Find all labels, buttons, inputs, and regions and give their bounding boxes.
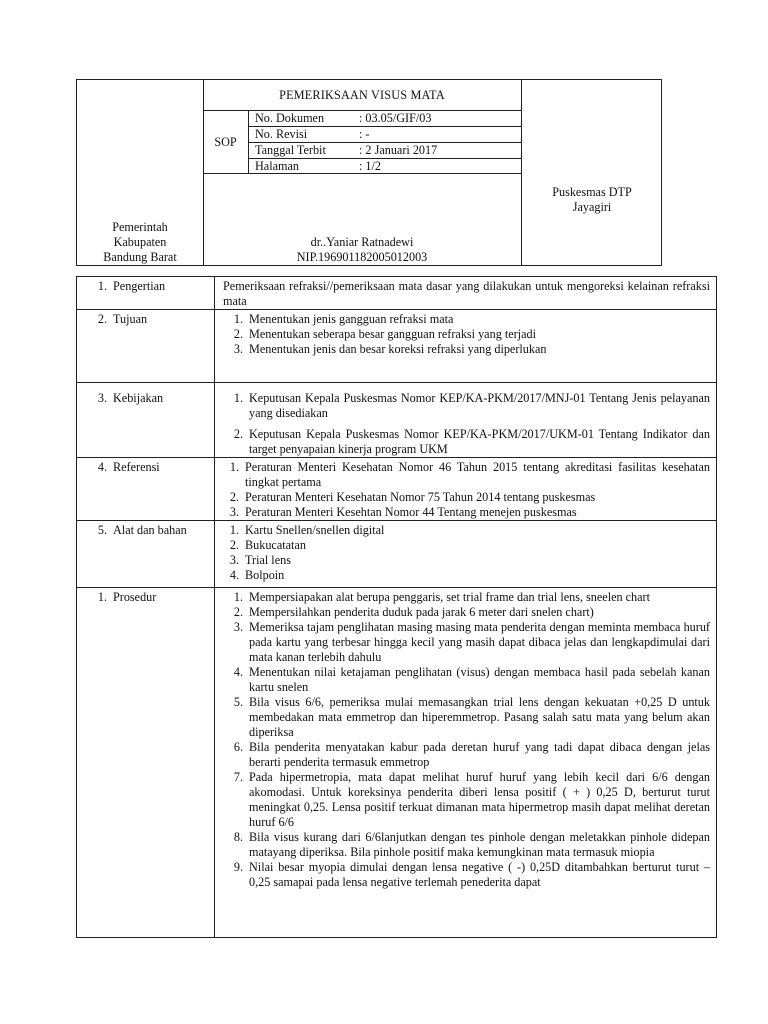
item-number: 2.	[233, 605, 243, 619]
meta-key: No. Revisi	[255, 127, 308, 141]
org-line: Pemerintah	[112, 220, 168, 234]
section-label: Alat dan bahan	[113, 523, 187, 537]
puskesmas-name	[522, 185, 662, 215]
table-row	[77, 458, 717, 521]
section-text: Pemeriksaan refraksi//pemeriksaan mata dasar yang dilakukan untuk mengoreksi kelainan refraksi mata	[223, 279, 710, 308]
item-number: 2.	[233, 427, 243, 441]
referensi-list	[215, 460, 716, 520]
list-item	[225, 327, 716, 342]
item-number: 1.	[229, 460, 239, 474]
list-item	[215, 665, 716, 695]
section-label-cell	[77, 310, 215, 383]
list-item	[215, 860, 716, 890]
list-item	[221, 568, 716, 583]
table-row	[77, 521, 717, 588]
meta-row	[249, 111, 521, 127]
item-number: 4.	[233, 665, 243, 679]
section-label-cell	[77, 277, 215, 310]
sop-header	[76, 79, 662, 266]
item-text: Menentukan nilai ketajaman penglihatan (visus) dengan membaca hasil pada sebelah kanan kartu snelen	[249, 665, 710, 694]
item-text: Bila visus kurang dari 6/6lanjutkan dengan tes pinhole dengan meletakkan pinhole didepan matayang diperiksa. Bila pinhole positif maka kemungkinan mata termasuk miopia	[249, 830, 710, 859]
section-label: Prosedur	[113, 590, 157, 604]
signer-nip: NIP.196901182005012003	[296, 250, 428, 264]
item-number: 1.	[233, 590, 243, 604]
org-cell	[77, 80, 204, 265]
item-text: Menentukan seberapa besar gangguan refraksi yang terjadi	[249, 327, 536, 341]
meta-value: : 1/2	[359, 159, 382, 173]
item-number: 1.	[229, 523, 239, 537]
title-cell	[203, 80, 521, 265]
item-text: Bila penderita menyatakan kabur pada deretan huruf yang tadi dapat dibaca dengan jelas berarti penderita termasuk emmetrop	[249, 740, 710, 769]
list-item	[215, 740, 716, 770]
item-text: Keputusan Kepala Puskesmas Nomor KEP/KA-PKM/2017/MNJ-01 Tentang Jenis pelayanan yang disediakan	[249, 391, 710, 420]
item-number: 3.	[233, 620, 243, 634]
section-label: Tujuan	[113, 312, 148, 326]
item-number: 3.	[229, 505, 239, 519]
item-text: Menentukan jenis dan besar koreksi refraksi yang diperlukan	[249, 342, 547, 356]
org-line: Kabupaten	[113, 235, 167, 249]
section-number: 4.	[97, 460, 107, 474]
meta-row	[249, 143, 521, 159]
meta-row	[249, 127, 521, 143]
document-title: PEMERIKSAAN VISUS MATA	[203, 80, 521, 111]
table-row	[77, 277, 717, 310]
section-label: Referensi	[113, 460, 160, 474]
meta-key: Tanggal Terbit	[255, 143, 326, 157]
puskesmas-line: Jayagiri	[572, 200, 612, 214]
section-label-cell	[77, 521, 215, 588]
item-number: 1.	[233, 391, 243, 405]
list-item	[221, 553, 716, 568]
item-number: 4.	[229, 568, 239, 582]
section-content-cell	[215, 277, 717, 310]
item-text: Bukucatatan	[245, 538, 306, 552]
tujuan-list	[215, 312, 716, 357]
sop-content-table	[76, 276, 717, 938]
item-number: 8.	[233, 830, 243, 844]
list-item	[215, 695, 716, 740]
list-item	[215, 391, 716, 421]
item-text: Bila visus 6/6, pemeriksa mulai memasangkan trial lens dengan kekuatan +0,25 D untuk membedakan mata emmetrop dan hiperemmetrop. Pasang salah satu mata yang belum akan diperiksa	[249, 695, 710, 739]
item-text: Keputusan Kepala Puskesmas Nomor KEP/KA-PKM/2017/UKM-01 Tentang Indikator dan target penyapaian kinerja program UKM	[249, 427, 710, 456]
item-text: Peraturan Menteri Kesehtan Nomor 44 Tentang menejen puskesmas	[245, 505, 577, 519]
section-label-cell	[77, 458, 215, 521]
section-content-cell	[215, 310, 717, 383]
item-number: 5.	[233, 695, 243, 709]
section-content-cell	[215, 521, 717, 588]
list-item	[225, 312, 716, 327]
item-text: Kartu Snellen/snellen digital	[245, 523, 385, 537]
org-name	[77, 220, 203, 265]
section-number: 3.	[97, 391, 107, 405]
list-item	[215, 427, 716, 457]
org-line: Bandung Barat	[103, 250, 177, 264]
item-number: 6.	[233, 740, 243, 754]
section-label-cell	[77, 383, 215, 458]
list-item	[215, 830, 716, 860]
signer-block	[203, 235, 521, 265]
meta-table	[249, 111, 521, 174]
section-number: 1.	[97, 279, 107, 293]
list-item	[215, 590, 716, 605]
item-number: 9.	[233, 860, 243, 874]
puskesmas-line: Puskesmas DTP	[552, 185, 632, 199]
item-number: 7.	[233, 770, 243, 784]
meta-key: No. Dokumen	[255, 111, 325, 125]
item-text: Nilai besar myopia dimulai dengan lensa negative ( -) 0,25D ditambahkan berturut turut – 0,25 samapai pada lensa negative terlemah penederita dapat	[249, 860, 710, 889]
section-label: Kebijakan	[113, 391, 164, 405]
section-content-cell	[215, 458, 717, 521]
prosedur-list	[215, 590, 716, 890]
section-number: 2.	[97, 312, 107, 326]
item-text: Peraturan Menteri Kesehatan Nomor 75 Tahun 2014 tentang puskesmas	[245, 490, 596, 504]
item-number: 3.	[233, 342, 243, 356]
item-number: 2.	[229, 538, 239, 552]
meta-row	[249, 159, 521, 174]
item-number: 3.	[229, 553, 239, 567]
item-text: Mempersilahkan penderita duduk pada jarak 6 meter dari snelen chart)	[249, 605, 594, 619]
table-row	[77, 588, 717, 938]
section-label: Pengertian	[113, 279, 166, 293]
puskesmas-cell	[521, 80, 662, 265]
list-item	[225, 342, 716, 357]
item-text: Peraturan Menteri Kesehatan Nomor 46 Tahun 2015 tentang akreditasi fasilitas kesehatan tingkat pertama	[245, 460, 710, 489]
item-number: 2.	[229, 490, 239, 504]
list-item	[221, 505, 716, 520]
section-label-cell	[77, 588, 215, 938]
section-content-cell	[215, 588, 717, 938]
meta-value: : -	[359, 127, 370, 141]
table-row	[77, 310, 717, 383]
list-item	[221, 490, 716, 505]
alat-list	[215, 523, 716, 583]
kebijakan-list	[215, 391, 716, 457]
sop-label: SOP	[203, 111, 249, 173]
item-text: Menentukan jenis gangguan refraksi mata	[249, 312, 454, 326]
meta-value: : 03.05/GIF/03	[359, 111, 432, 125]
list-item	[215, 605, 716, 620]
list-item	[215, 770, 716, 830]
list-item	[221, 460, 716, 490]
item-number: 1.	[233, 312, 243, 326]
item-text: Pada hipermetropia, mata dapat melihat huruf huruf yang lebih kecil dari 6/6 dengan akomodasi. Untuk koreksinya penderita diberi lensa positif ( + ) 0,25 D, berturut turut meningkat 0,25. Lensa positif terkuat dimanan mata hipermetrop masih dapat melihat deretan huruf 6/6	[249, 770, 710, 829]
meta-value: : 2 Januari 2017	[359, 143, 438, 157]
item-text: Trial lens	[245, 553, 291, 567]
section-number: 1.	[97, 590, 107, 604]
section-content-cell	[215, 383, 717, 458]
item-number: 2.	[233, 327, 243, 341]
section-number: 5.	[97, 523, 107, 537]
signer-name: dr..Yaniar Ratnadewi	[310, 235, 414, 249]
item-text: Mempersiapakan alat berupa penggaris, set trial frame dan trial lens, sneelen chart	[249, 590, 651, 604]
list-item	[215, 620, 716, 665]
list-item	[221, 523, 716, 538]
list-item	[221, 538, 716, 553]
sop-meta-block	[203, 111, 521, 174]
meta-key: Halaman	[255, 159, 299, 173]
table-row	[77, 383, 717, 458]
item-text: Memeriksa tajam penglihatan masing masing mata penderita dengan meminta membaca huruf pada kartu yang terbesar hingga kecil yang masih dapat dibaca jelas dan lengkapdimulai dari mata kanan terlebih dahulu	[249, 620, 710, 664]
item-text: Bolpoin	[245, 568, 285, 582]
